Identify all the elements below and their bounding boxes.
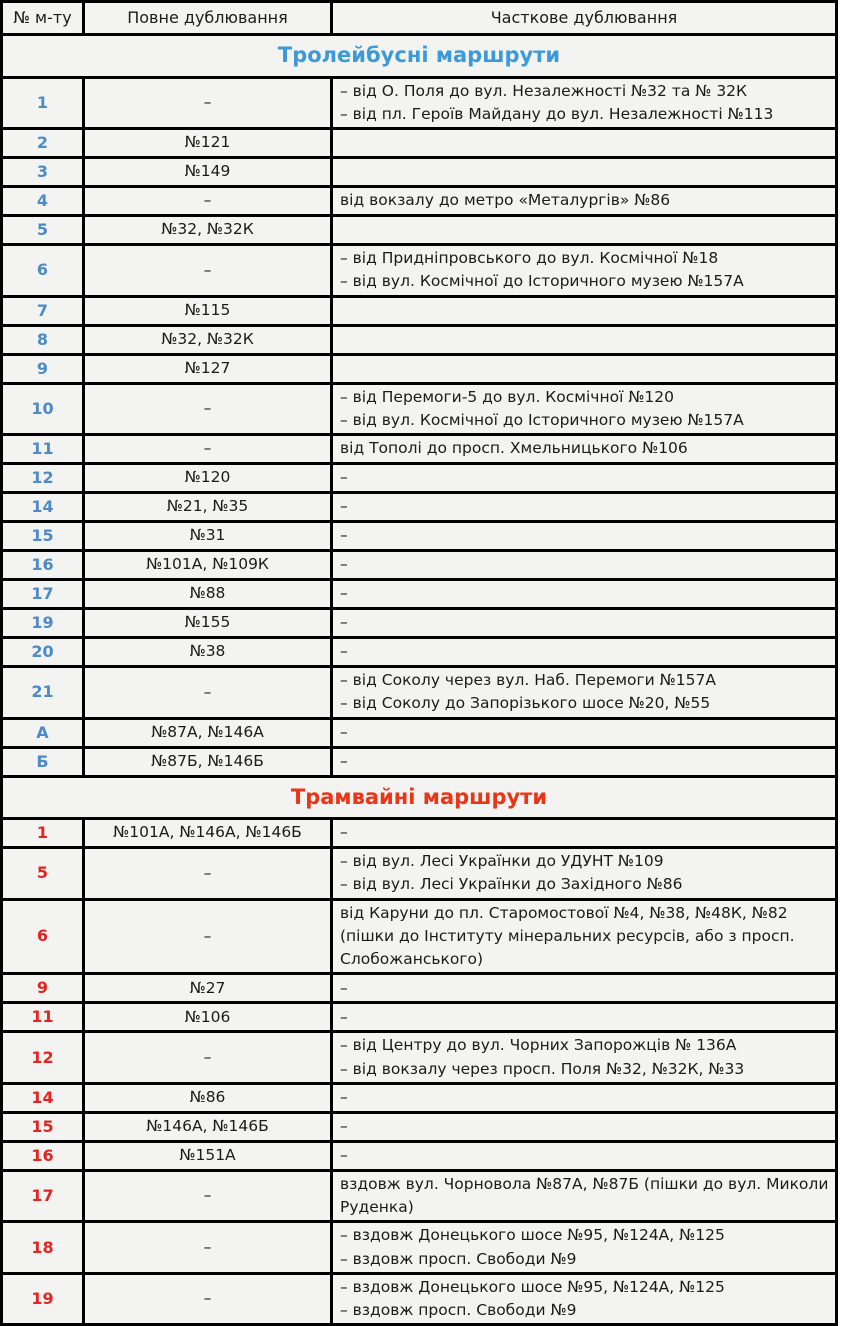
- partial-duplication-value: [332, 245, 837, 297]
- table-row: [2, 1141, 837, 1170]
- full-duplication-value: –: [84, 667, 332, 719]
- column-header-route-no: № м-ту: [2, 2, 84, 35]
- table-row: [2, 747, 837, 776]
- table-row: [2, 1083, 837, 1112]
- full-duplication-value: №101А, №146А, №146Б: [84, 819, 332, 848]
- partial-duplication-line: –: [340, 1117, 348, 1136]
- full-duplication-value: –: [84, 187, 332, 216]
- route-number: Б: [2, 747, 84, 776]
- route-number: 5: [2, 848, 84, 900]
- full-duplication-value: №31: [84, 522, 332, 551]
- table-row: [2, 580, 837, 609]
- route-number: 16: [2, 1141, 84, 1170]
- table-row: [2, 464, 837, 493]
- partial-duplication-value: [332, 522, 837, 551]
- full-duplication-value: №88: [84, 580, 332, 609]
- route-number: 12: [2, 1032, 84, 1084]
- route-number: 4: [2, 187, 84, 216]
- table-row: [2, 1170, 837, 1222]
- full-duplication-value: –: [84, 848, 332, 900]
- partial-duplication-value: [332, 158, 837, 187]
- partial-duplication-line: – вздовж Донецького шосе №95, №124А, №125: [340, 1277, 725, 1296]
- partial-duplication-value: [332, 325, 837, 354]
- partial-duplication-value: [332, 129, 837, 158]
- full-duplication-value: №151А: [84, 1141, 332, 1170]
- partial-duplication-line: – від Придніпровського до вул. Космічної №18: [340, 249, 719, 267]
- full-duplication-value: –: [84, 899, 332, 974]
- partial-duplication-value: [332, 296, 837, 325]
- route-table-body: [2, 2, 837, 1325]
- partial-duplication-line: від Тополі до просп. Хмельницького №106: [340, 439, 688, 458]
- partial-duplication-line: –: [340, 497, 348, 516]
- partial-duplication-value: [332, 718, 837, 747]
- full-duplication-value: №101А, №109К: [84, 551, 332, 580]
- partial-duplication-line: – від Перемоги-5 до вул. Космічної №120: [340, 387, 675, 406]
- full-duplication-value: №86: [84, 1083, 332, 1112]
- route-number: 17: [2, 1170, 84, 1222]
- partial-duplication-value: [332, 187, 837, 216]
- partial-duplication-value: [332, 609, 837, 638]
- partial-duplication-value: [332, 638, 837, 667]
- partial-duplication-line: – вздовж просп. Свободи №9: [340, 1249, 577, 1268]
- partial-duplication-line: від вокзалу до метро «Металургів» №86: [340, 191, 671, 210]
- table-row: [2, 718, 837, 747]
- table-row: [2, 216, 837, 245]
- table-row: [2, 819, 837, 848]
- table-row: [2, 1112, 837, 1141]
- partial-duplication-line: – вздовж Донецького шосе №95, №124А, №125: [340, 1226, 725, 1245]
- route-number: 15: [2, 1112, 84, 1141]
- partial-duplication-value: [332, 216, 837, 245]
- partial-duplication-value: [332, 1032, 837, 1084]
- partial-duplication-line: –: [340, 1146, 348, 1165]
- route-number: 6: [2, 899, 84, 974]
- route-number: 1: [2, 77, 84, 129]
- route-number: 8: [2, 325, 84, 354]
- table-row: [2, 354, 837, 383]
- full-duplication-value: №155: [84, 609, 332, 638]
- partial-duplication-line: – від вокзалу через просп. Поля №32, №32К, №33: [340, 1059, 745, 1078]
- table-row: [2, 609, 837, 638]
- partial-duplication-line: – від вул. Космічної до Історичного музею №157А: [340, 272, 744, 291]
- table-row: [2, 325, 837, 354]
- full-duplication-value: №87А, №146А: [84, 718, 332, 747]
- partial-duplication-line: –: [340, 526, 348, 545]
- section-title-row-tram: [2, 776, 837, 819]
- partial-duplication-line: –: [340, 823, 348, 842]
- table-row: [2, 493, 837, 522]
- partial-duplication-value: [332, 1141, 837, 1170]
- table-header-row: [2, 2, 837, 35]
- partial-duplication-value: [332, 1170, 837, 1222]
- full-duplication-value: №149: [84, 158, 332, 187]
- full-duplication-value: №32, №32К: [84, 216, 332, 245]
- route-number: 14: [2, 493, 84, 522]
- full-duplication-value: №115: [84, 296, 332, 325]
- partial-duplication-line: –: [340, 613, 348, 632]
- route-number: 11: [2, 1003, 84, 1032]
- table-row: [2, 77, 837, 129]
- partial-duplication-value: [332, 1222, 837, 1274]
- route-number: 12: [2, 464, 84, 493]
- column-header-partial-duplication: Часткове дублювання: [332, 2, 837, 35]
- route-number: 2: [2, 129, 84, 158]
- route-number: 3: [2, 158, 84, 187]
- partial-duplication-line: –: [340, 751, 348, 770]
- partial-duplication-line: – від вул. Космічної до Історичного музею №157А: [340, 410, 744, 429]
- partial-duplication-line: –: [340, 978, 348, 997]
- full-duplication-value: №32, №32К: [84, 325, 332, 354]
- partial-duplication-value: [332, 580, 837, 609]
- partial-duplication-line: –: [340, 1007, 348, 1026]
- partial-duplication-line: – вздовж просп. Свободи №9: [340, 1301, 577, 1319]
- full-duplication-value: №146А, №146Б: [84, 1112, 332, 1141]
- partial-duplication-line: – від Центру до вул. Чорних Запорожців № 136А: [340, 1036, 737, 1055]
- partial-duplication-value: [332, 493, 837, 522]
- route-number: 14: [2, 1083, 84, 1112]
- route-number: 5: [2, 216, 84, 245]
- full-duplication-value: –: [84, 1273, 332, 1325]
- table-row: [2, 848, 837, 900]
- partial-duplication-value: [332, 435, 837, 464]
- partial-duplication-line: –: [340, 555, 348, 574]
- partial-duplication-value: [332, 1273, 837, 1325]
- partial-duplication-line: – від вул. Лесі Українки до УДУНТ №109: [340, 852, 664, 870]
- partial-duplication-value: [332, 848, 837, 900]
- route-number: 6: [2, 245, 84, 297]
- partial-duplication-line: –: [340, 584, 348, 603]
- table-row: [2, 1222, 837, 1274]
- partial-duplication-value: [332, 77, 837, 129]
- partial-duplication-value: [332, 354, 837, 383]
- full-duplication-value: №38: [84, 638, 332, 667]
- partial-duplication-value: [332, 1003, 837, 1032]
- partial-duplication-line: – від Соколу через вул. Наб. Перемоги №157А: [340, 671, 716, 689]
- table-row: [2, 187, 837, 216]
- table-row: [2, 1273, 837, 1325]
- partial-duplication-line: –: [340, 1088, 348, 1107]
- table-row: [2, 129, 837, 158]
- partial-duplication-value: [332, 747, 837, 776]
- partial-duplication-value: [332, 1083, 837, 1112]
- partial-duplication-value: [332, 464, 837, 493]
- partial-duplication-line: – від вул. Лесі Українки до Західного №86: [340, 875, 683, 894]
- table-row: [2, 158, 837, 187]
- table-row: [2, 245, 837, 297]
- full-duplication-value: –: [84, 435, 332, 464]
- route-number: 7: [2, 296, 84, 325]
- full-duplication-value: –: [84, 77, 332, 129]
- table-row: [2, 1032, 837, 1084]
- partial-duplication-line: – від пл. Героїв Майдану до вул. Незалежності №113: [340, 104, 774, 123]
- partial-duplication-line: від Каруни до пл. Старомостової №4, №38, №48К, №82 (пішки до Інституту мінеральних ресурсів, або з просп. Слобожанського): [340, 903, 795, 968]
- partial-duplication-line: вздовж вул. Чорновола №87А, №87Б (пішки до вул. Миколи Руденка): [340, 1174, 829, 1216]
- full-duplication-value: –: [84, 245, 332, 297]
- table-row: [2, 899, 837, 974]
- partial-duplication-line: –: [340, 468, 348, 487]
- route-number: 9: [2, 974, 84, 1003]
- section-title-trolleybus: Тролейбусні маршрути: [2, 35, 837, 78]
- full-duplication-value: –: [84, 383, 332, 435]
- section-title-row-trolleybus: [2, 35, 837, 78]
- partial-duplication-value: [332, 551, 837, 580]
- table-row: [2, 522, 837, 551]
- partial-duplication-value: [332, 899, 837, 974]
- section-title-tram: Трамвайні маршрути: [2, 776, 837, 819]
- partial-duplication-value: [332, 1112, 837, 1141]
- full-duplication-value: №87Б, №146Б: [84, 747, 332, 776]
- route-number: 18: [2, 1222, 84, 1274]
- full-duplication-value: №21, №35: [84, 493, 332, 522]
- route-number: 17: [2, 580, 84, 609]
- route-number: 19: [2, 1273, 84, 1325]
- full-duplication-value: –: [84, 1222, 332, 1274]
- route-number: 15: [2, 522, 84, 551]
- route-number: 9: [2, 354, 84, 383]
- route-number: 16: [2, 551, 84, 580]
- partial-duplication-value: [332, 819, 837, 848]
- table-row: [2, 667, 837, 719]
- partial-duplication-line: – від О. Поля до вул. Незалежності №32 та № 32К: [340, 81, 748, 100]
- route-number: 21: [2, 667, 84, 719]
- route-number: А: [2, 718, 84, 747]
- full-duplication-value: –: [84, 1170, 332, 1222]
- table-row: [2, 638, 837, 667]
- route-number: 1: [2, 819, 84, 848]
- partial-duplication-line: –: [340, 722, 348, 741]
- column-header-full-duplication: Повне дублювання: [84, 2, 332, 35]
- full-duplication-value: №127: [84, 354, 332, 383]
- route-number: 19: [2, 609, 84, 638]
- table-row: [2, 974, 837, 1003]
- table-row: [2, 435, 837, 464]
- table-row: [2, 551, 837, 580]
- route-number: 20: [2, 638, 84, 667]
- partial-duplication-value: [332, 974, 837, 1003]
- table-row: [2, 383, 837, 435]
- partial-duplication-line: – від Соколу до Запорізького шосе №20, №55: [340, 694, 711, 713]
- partial-duplication-value: [332, 383, 837, 435]
- full-duplication-value: –: [84, 1032, 332, 1084]
- full-duplication-value: №106: [84, 1003, 332, 1032]
- full-duplication-value: №27: [84, 974, 332, 1003]
- partial-duplication-value: [332, 667, 837, 719]
- full-duplication-value: №121: [84, 129, 332, 158]
- route-number: 10: [2, 383, 84, 435]
- table-row: [2, 296, 837, 325]
- route-number: 11: [2, 435, 84, 464]
- full-duplication-value: №120: [84, 464, 332, 493]
- partial-duplication-line: –: [340, 642, 348, 661]
- table-row: [2, 1003, 837, 1032]
